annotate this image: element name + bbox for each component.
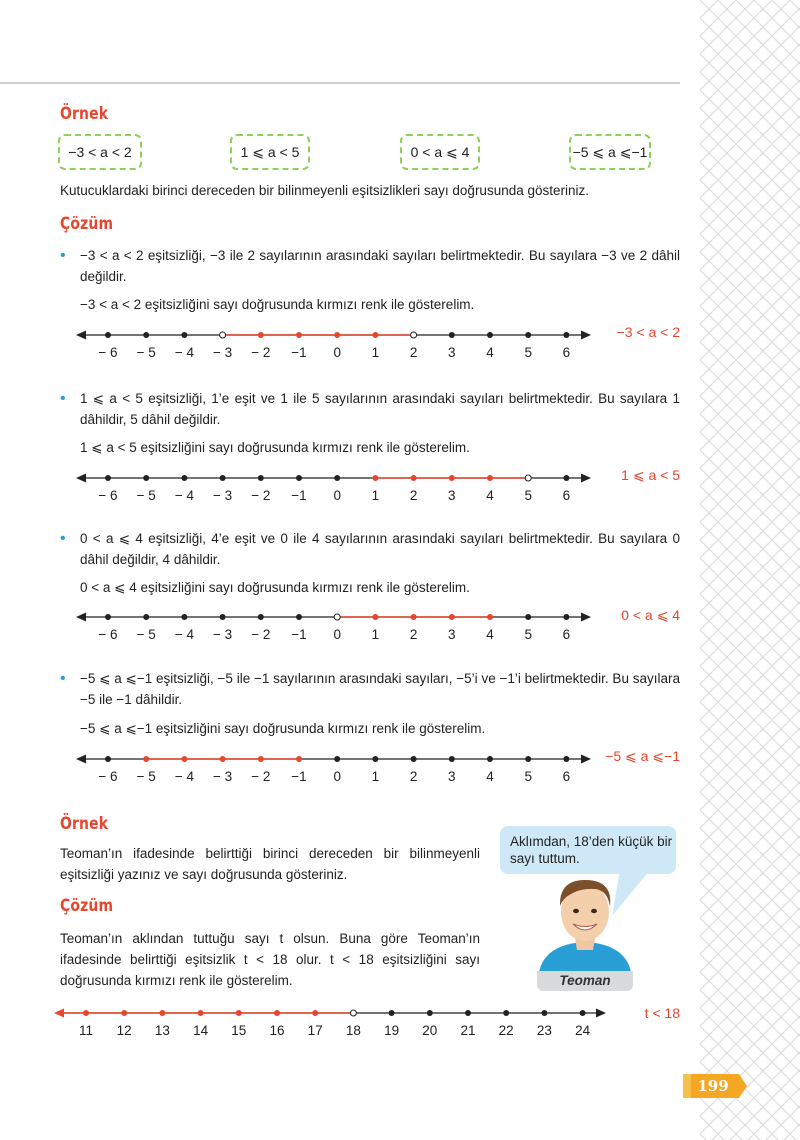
closed-point-red — [274, 1010, 280, 1016]
open-point — [411, 332, 417, 338]
tick-label: − 5 — [136, 627, 156, 642]
closed-point — [525, 614, 531, 620]
open-point — [334, 614, 340, 620]
tick-label: − 5 — [136, 488, 156, 503]
tick-label: 0 — [333, 488, 341, 503]
solution-item-subtext: 0 < a ⩽ 4 eşitsizliğini sayı doğrusunda kırmızı renk ile gösterelim. — [80, 580, 470, 595]
closed-point-red — [312, 1010, 318, 1016]
closed-point — [334, 475, 340, 481]
tick-label: − 3 — [213, 627, 233, 642]
closed-point — [181, 614, 187, 620]
closed-point-red — [449, 475, 455, 481]
closed-point — [372, 756, 378, 762]
solution-item-text: −3 < a < 2 eşitsizliği, −3 ile 2 sayılarının arasındaki sayıları belirtmektedir. Bu sayılara −3 ve 2 dâhil değildir. — [80, 248, 680, 284]
solution-item-subtext: 1 ⩽ a < 5 eşitsizliğini sayı doğrusunda kırmızı renk ile gösterelim. — [80, 440, 470, 455]
tick-label: − 4 — [174, 488, 194, 503]
closed-point — [427, 1010, 433, 1016]
closed-point-red — [83, 1010, 89, 1016]
closed-point — [143, 614, 149, 620]
number-line-label: −3 < a < 2 — [616, 324, 680, 340]
tick-label: − 3 — [213, 345, 233, 360]
bullet-dot: • — [60, 247, 66, 264]
closed-point — [541, 1010, 547, 1016]
tick-label: − 2 — [251, 345, 271, 360]
tick-label: 3 — [448, 627, 456, 642]
tick-label: − 5 — [136, 769, 156, 784]
inequality-box-2: 1 ⩽ a < 5 — [230, 134, 310, 170]
tick-label: 6 — [562, 488, 571, 503]
closed-point — [220, 475, 226, 481]
bullet-dot: • — [60, 670, 66, 687]
arrow-right — [581, 755, 591, 764]
closed-point — [105, 614, 111, 620]
tick-label: 4 — [486, 769, 494, 784]
closed-point — [105, 332, 111, 338]
solution-item-text: −5 ⩽ a ⩽−1 eşitsizliği, −5 ile −1 sayılarının arasındaki sayıları, −5’i ve −1’i belirtmektedir. Bu sayılara −5 ile −1 dâhildir. — [80, 671, 680, 707]
closed-point — [465, 1010, 471, 1016]
closed-point-red — [258, 332, 264, 338]
closed-point-red — [487, 475, 493, 481]
closed-point-red — [449, 614, 455, 620]
arrow-left — [76, 613, 86, 622]
tick-label: 20 — [422, 1023, 438, 1038]
closed-point — [563, 332, 569, 338]
closed-point — [411, 756, 417, 762]
closed-point — [449, 756, 455, 762]
closed-point — [258, 614, 264, 620]
closed-point-red — [334, 332, 340, 338]
number-line-label: 0 < a ⩽ 4 — [621, 607, 680, 623]
closed-point-red — [372, 475, 378, 481]
tick-label: 5 — [524, 488, 532, 503]
tick-label: 6 — [562, 627, 571, 642]
closed-point — [296, 614, 302, 620]
tick-label: 21 — [460, 1023, 476, 1038]
closed-point-red — [372, 614, 378, 620]
closed-point-red — [181, 756, 187, 762]
closed-point — [105, 475, 111, 481]
number-line-label: t < 18 — [644, 1005, 680, 1021]
tick-label: 16 — [269, 1023, 285, 1038]
open-point — [525, 475, 531, 481]
closed-point-red — [220, 756, 226, 762]
tick-label: 2 — [409, 488, 418, 503]
name-tag: Teoman — [537, 971, 633, 991]
tick-label: 22 — [498, 1023, 514, 1038]
bullet-dot: • — [60, 390, 66, 407]
open-point — [220, 332, 226, 338]
closed-point — [563, 614, 569, 620]
tick-label: 23 — [536, 1023, 552, 1038]
arrow-right — [581, 613, 591, 622]
speech-bubble: Aklımdan, 18’den küçük bir sayı tuttum. — [500, 826, 676, 874]
tick-label: 4 — [486, 488, 494, 503]
closed-point-red — [236, 1010, 242, 1016]
instruction-text: Kutucuklardaki birinci dereceden bir bilinmeyenli eşitsizlikleri sayı doğrusunda gösteriniz. — [60, 183, 590, 198]
tick-label: − 2 — [251, 769, 271, 784]
tick-label: 14 — [193, 1023, 209, 1038]
solution-heading: Çözüm — [60, 896, 114, 916]
closed-point-red — [372, 332, 378, 338]
tick-label: − 6 — [98, 345, 118, 360]
tick-label: −1 — [291, 345, 307, 360]
tick-label: − 4 — [174, 769, 194, 784]
closed-point — [580, 1010, 586, 1016]
closed-point — [181, 475, 187, 481]
tick-label: 0 — [333, 627, 341, 642]
bullet-dot: • — [60, 530, 66, 547]
closed-point-red — [411, 614, 417, 620]
solution-item-text: 0 < a ⩽ 4 eşitsizliği, 4’e eşit ve 0 ile 4 sayılarının arasındaki sayıları belirtmektedir. Bu sayılara 0 dâhil değildir, 4 dâhildir. — [80, 531, 680, 567]
closed-point — [105, 756, 111, 762]
open-point — [350, 1010, 356, 1016]
example-heading: Örnek — [60, 104, 109, 124]
tick-label: − 6 — [98, 627, 118, 642]
tick-label: 5 — [524, 345, 532, 360]
closed-point-red — [411, 475, 417, 481]
solution-item-subtext: −3 < a < 2 eşitsizliğini sayı doğrusunda kırmızı renk ile gösterelim. — [80, 297, 475, 312]
solution-item-text: 1 ⩽ a < 5 eşitsizliği, 1’e eşit ve 1 ile 5 sayılarının arasındaki sayıları belirtmektedir. Bu sayılara 1 dâhildir, 5 dâhil değildir. — [80, 391, 680, 427]
closed-point-red — [143, 756, 149, 762]
tick-label: 3 — [448, 345, 456, 360]
closed-point — [563, 475, 569, 481]
tick-label: 3 — [448, 488, 456, 503]
closed-point — [449, 332, 455, 338]
closed-point-red — [159, 1010, 165, 1016]
closed-point — [503, 1010, 509, 1016]
tick-label: 5 — [524, 627, 532, 642]
tick-label: 1 — [371, 488, 380, 503]
tick-label: −1 — [291, 769, 307, 784]
tick-label: 2 — [409, 627, 418, 642]
closed-point — [525, 332, 531, 338]
tick-label: 1 — [371, 769, 380, 784]
closed-point — [181, 332, 187, 338]
page-number: 199 — [697, 1077, 729, 1095]
tick-label: 24 — [575, 1023, 591, 1038]
tick-label: 2 — [409, 769, 418, 784]
tick-label: 4 — [486, 345, 494, 360]
tick-label: −1 — [291, 488, 307, 503]
closed-point — [563, 756, 569, 762]
closed-point — [220, 614, 226, 620]
tick-label: 5 — [524, 769, 532, 784]
tick-label: − 6 — [98, 488, 118, 503]
closed-point — [389, 1010, 395, 1016]
arrow-left — [54, 1009, 64, 1018]
example-text: Teoman’ın ifadesinde belirttiği birinci dereceden bir bilinmeyenli eşitsizliği yazınız ve sayı doğrusunda gösteriniz. — [60, 846, 480, 882]
number-line-label: −5 ⩽ a ⩽−1 — [605, 748, 680, 764]
closed-point-red — [121, 1010, 127, 1016]
tick-label: 17 — [307, 1023, 323, 1038]
tick-label: 18 — [345, 1023, 361, 1038]
arrow-left — [76, 474, 86, 483]
tick-label: − 5 — [136, 345, 156, 360]
closed-point — [258, 475, 264, 481]
arrow-right — [581, 331, 591, 340]
tick-label: 2 — [409, 345, 418, 360]
tick-label: −1 — [291, 627, 307, 642]
number-line-label: 1 ⩽ a < 5 — [621, 467, 680, 483]
solution-text: Teoman’ın aklından tuttuğu sayı t olsun. Buna göre Teoman’ın ifadesinde belirttiği eşitsizlik t < 18 olur. t < 18 eşitsizliğini sayı doğrusunda kırmızı renk ile gösterelim. — [60, 931, 480, 988]
closed-point-red — [296, 332, 302, 338]
tick-label: 13 — [154, 1023, 170, 1038]
tick-label: 6 — [562, 769, 571, 784]
inequality-box-1: −3 < a < 2 — [58, 134, 142, 170]
tick-label: 12 — [116, 1023, 132, 1038]
tick-label: − 3 — [213, 488, 233, 503]
closed-point — [334, 756, 340, 762]
closed-point — [487, 756, 493, 762]
tick-label: − 4 — [174, 627, 194, 642]
inequality-box-3: 0 < a ⩽ 4 — [400, 134, 480, 170]
arrow-left — [76, 331, 86, 340]
tick-label: 1 — [371, 627, 380, 642]
arrow-right — [596, 1009, 606, 1018]
tick-label: 4 — [486, 627, 494, 642]
tick-label: − 4 — [174, 345, 194, 360]
arrow-left — [76, 755, 86, 764]
tick-label: − 3 — [213, 769, 233, 784]
decorative-pattern — [700, 0, 800, 1140]
solution-heading: Çözüm — [60, 214, 114, 234]
arrow-right — [581, 474, 591, 483]
page-number-tab — [683, 1074, 743, 1098]
closed-point-red — [198, 1010, 204, 1016]
tick-label: 0 — [333, 345, 341, 360]
closed-point — [143, 332, 149, 338]
example-heading: Örnek — [60, 814, 109, 834]
closed-point-red — [258, 756, 264, 762]
tick-label: 11 — [78, 1023, 94, 1038]
tick-label: 6 — [562, 345, 571, 360]
closed-point — [143, 475, 149, 481]
tick-label: 3 — [448, 769, 456, 784]
tick-label: 0 — [333, 769, 341, 784]
tick-label: − 2 — [251, 488, 271, 503]
solution-item-subtext: −5 ⩽ a ⩽−1 eşitsizliğini sayı doğrusunda kırmızı renk ile gösterelim. — [80, 721, 486, 736]
inequality-box-4: −5 ⩽ a ⩽−1 — [569, 134, 651, 170]
closed-point — [525, 756, 531, 762]
closed-point-red — [487, 614, 493, 620]
closed-point — [296, 475, 302, 481]
closed-point — [487, 332, 493, 338]
tick-label: 15 — [231, 1023, 247, 1038]
tick-label: 19 — [384, 1023, 400, 1038]
closed-point-red — [296, 756, 302, 762]
tick-label: 1 — [371, 345, 380, 360]
tick-label: − 2 — [251, 627, 271, 642]
tick-label: − 6 — [98, 769, 118, 784]
